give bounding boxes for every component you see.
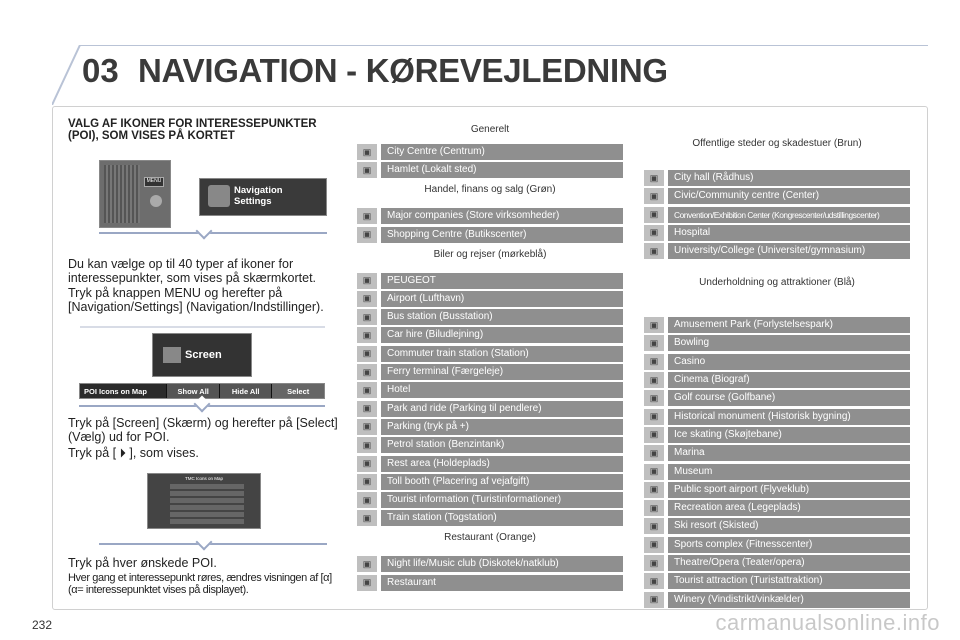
poi-label: Theatre/Opera (Teater/opera) bbox=[668, 555, 910, 571]
poi-label: Commuter train station (Station) bbox=[381, 346, 623, 362]
nav-settings-image bbox=[199, 178, 327, 216]
poi-icon: ▣ bbox=[644, 225, 664, 241]
poi-label: Museum bbox=[668, 464, 910, 480]
poi-row bbox=[644, 500, 910, 516]
poi-row bbox=[357, 437, 623, 453]
poi-row bbox=[644, 537, 910, 553]
poi-icon: ▣ bbox=[644, 592, 664, 608]
category-trade: Handel, finans og salg (Grøn) bbox=[424, 184, 556, 196]
poi-row bbox=[644, 207, 910, 223]
poi-label: Ferry terminal (Færgeleje) bbox=[381, 364, 623, 380]
radio-panel-image bbox=[99, 160, 171, 228]
poi-label: Civic/Community centre (Center) bbox=[668, 188, 910, 204]
poi-label: City hall (Rådhus) bbox=[668, 170, 910, 186]
poi-bar-image: POI Icons on Map Show All Hide All Select bbox=[79, 383, 325, 399]
poi-label: Winery (Vindistrikt/vinkælder) bbox=[668, 592, 910, 608]
poi-label: Ski resort (Skisted) bbox=[668, 518, 910, 534]
divider bbox=[99, 543, 327, 545]
chapter-number: 03 bbox=[82, 52, 119, 89]
screen-icon bbox=[163, 347, 181, 363]
menu-key-icon: MENU bbox=[144, 177, 164, 187]
settings-icon bbox=[208, 185, 230, 207]
poi-label: Golf course (Golfbane) bbox=[668, 390, 910, 406]
poi-label: Public sport airport (Flyveklub) bbox=[668, 482, 910, 498]
page-title: NAVIGATION - KØREVEJLEDNING bbox=[138, 52, 668, 89]
poi-row bbox=[357, 208, 623, 224]
poi-icon: ▣ bbox=[357, 227, 377, 243]
poi-icon: ▣ bbox=[357, 382, 377, 398]
poi-label: Bowling bbox=[668, 335, 910, 351]
poi-row bbox=[644, 354, 910, 370]
poi-label: Marina bbox=[668, 445, 910, 461]
section-title: VALG AF IKONER FOR INTERESSEPUNKTER (POI), SOM VISES PÅ KORTET bbox=[68, 118, 317, 142]
poi-icon: ▣ bbox=[357, 346, 377, 362]
poi-row bbox=[644, 170, 910, 186]
poi-row bbox=[357, 556, 623, 572]
poi-row bbox=[357, 144, 623, 160]
watermark: carmanualsonline.info bbox=[715, 610, 940, 635]
poi-icon: ▣ bbox=[644, 390, 664, 406]
category-general: Generelt bbox=[470, 124, 510, 135]
poi-column-right bbox=[644, 138, 910, 610]
instruction-3: Tryk på [Screen] (Skærm) og herefter på [Select] (Vælg) ud for POI. bbox=[68, 416, 338, 444]
poi-label: Petrol station (Benzintank) bbox=[381, 437, 623, 453]
poi-label: Hamlet (Lokalt sted) bbox=[381, 162, 623, 178]
speaker-grille bbox=[104, 165, 140, 223]
poi-row bbox=[644, 409, 910, 425]
poi-label: Toll booth (Placering af vejafgift) bbox=[381, 474, 623, 490]
poi-icon: ▣ bbox=[357, 144, 377, 160]
nav-settings-button: Navigation Settings bbox=[208, 185, 304, 207]
poi-row bbox=[357, 510, 623, 526]
poi-row bbox=[644, 335, 910, 351]
poi-label: Parking (tryk på +) bbox=[381, 419, 623, 435]
category-restaurant: Restaurant (Orange) bbox=[444, 532, 536, 544]
poi-icon: ▣ bbox=[644, 188, 664, 204]
poi-icon: ▣ bbox=[644, 427, 664, 443]
poi-icon: ▣ bbox=[357, 309, 377, 325]
poi-label: City Centre (Centrum) bbox=[381, 144, 623, 160]
poi-label: Casino bbox=[668, 354, 910, 370]
poi-label: Car hire (Biludlejning) bbox=[381, 327, 623, 343]
poi-row bbox=[357, 162, 623, 178]
instruction-1: Du kan vælge op til 40 typer af ikoner for interessepunkter, som vises på skærmkortet. bbox=[68, 257, 317, 285]
poi-row bbox=[644, 427, 910, 443]
poi-row bbox=[644, 482, 910, 498]
poi-label: Convention/Exhibition Center (Kongrescenter/udstillingscenter) bbox=[668, 207, 910, 223]
poi-icon: ▣ bbox=[357, 291, 377, 307]
poi-icon: ▣ bbox=[644, 207, 664, 223]
poi-icon: ▣ bbox=[357, 456, 377, 472]
poi-row bbox=[357, 474, 623, 490]
poi-icon: ▣ bbox=[644, 537, 664, 553]
poi-icon: ▣ bbox=[644, 464, 664, 480]
instruction-2: Tryk på knappen MENU og herefter på [Navigation/Settings] (Navigation/Indstillinger). bbox=[68, 286, 324, 314]
poi-icon: ▣ bbox=[357, 273, 377, 289]
poi-row bbox=[644, 372, 910, 388]
poi-label: Tourist attraction (Turistattraktion) bbox=[668, 573, 910, 589]
poi-icon: ▣ bbox=[357, 556, 377, 572]
poi-icon: ▣ bbox=[644, 170, 664, 186]
poi-row bbox=[357, 327, 623, 343]
category-cars: Biler og rejser (mørkeblå) bbox=[433, 248, 547, 260]
poi-icon: ▣ bbox=[644, 573, 664, 589]
poi-label: Restaurant bbox=[381, 575, 623, 591]
poi-icon: ▣ bbox=[644, 372, 664, 388]
poi-row bbox=[357, 575, 623, 591]
poi-icon: ▣ bbox=[357, 401, 377, 417]
instruction-6: Hver gang et interessepunkt røres, ændres visningen af [α] (α= interessepunktet vises på displayet). bbox=[68, 572, 332, 596]
poi-icon: ▣ bbox=[357, 437, 377, 453]
poi-row bbox=[357, 291, 623, 307]
poi-row bbox=[357, 456, 623, 472]
knob-icon bbox=[150, 195, 162, 207]
poi-icon: ▣ bbox=[357, 474, 377, 490]
poi-icon: ▣ bbox=[357, 208, 377, 224]
poi-label: Hotel bbox=[381, 382, 623, 398]
poi-column-middle bbox=[357, 124, 623, 593]
poi-row bbox=[357, 401, 623, 417]
poi-row bbox=[357, 346, 623, 362]
poi-row bbox=[644, 225, 910, 241]
poi-icon: ▣ bbox=[644, 317, 664, 333]
poi-label: Hospital bbox=[668, 225, 910, 241]
poi-label: Train station (Togstation) bbox=[381, 510, 623, 526]
poi-icon: ▣ bbox=[357, 492, 377, 508]
poi-row bbox=[644, 317, 910, 333]
poi-row bbox=[644, 518, 910, 534]
category-public: Offentlige steder og skadestuer (Brun) bbox=[692, 138, 862, 149]
screen-label: Screen bbox=[185, 349, 222, 361]
page-number: 232 bbox=[32, 618, 53, 632]
poi-label: Cinema (Biograf) bbox=[668, 372, 910, 388]
poi-label: Major companies (Store virksomheder) bbox=[381, 208, 623, 224]
poi-row bbox=[644, 464, 910, 480]
screen-button-image bbox=[152, 333, 252, 377]
divider bbox=[99, 232, 327, 234]
poi-row bbox=[644, 592, 910, 608]
instruction-5: Tryk på hver ønskede POI. bbox=[68, 556, 217, 570]
poi-row bbox=[644, 390, 910, 406]
poi-row bbox=[644, 243, 910, 259]
poi-label: PEUGEOT bbox=[381, 273, 623, 289]
poi-label: Recreation area (Legeplads) bbox=[668, 500, 910, 516]
poi-label: Amusement Park (Forlystelsespark) bbox=[668, 317, 910, 333]
poi-icon: ▣ bbox=[644, 409, 664, 425]
poi-label: Rest area (Holdeplads) bbox=[381, 456, 623, 472]
poi-row bbox=[357, 227, 623, 243]
poi-icon: ▣ bbox=[644, 354, 664, 370]
divider bbox=[80, 326, 325, 328]
instruction-4: Tryk på [ ⏵ ], som vises. bbox=[68, 446, 199, 460]
poi-icon: ▣ bbox=[644, 335, 664, 351]
poi-row bbox=[357, 364, 623, 380]
poi-row bbox=[644, 573, 910, 589]
poi-label: Historical monument (Historisk bygning) bbox=[668, 409, 910, 425]
poi-list-image: TMC Icons on Map bbox=[147, 473, 261, 529]
poi-icon: ▣ bbox=[357, 419, 377, 435]
poi-icon: ▣ bbox=[644, 555, 664, 571]
poi-label: Sports complex (Fitnesscenter) bbox=[668, 537, 910, 553]
poi-icon: ▣ bbox=[644, 518, 664, 534]
poi-label: University/College (Universitet/gymnasium) bbox=[668, 243, 910, 259]
poi-row bbox=[357, 492, 623, 508]
poi-label: Tourist information (Turistinformationer) bbox=[381, 492, 623, 508]
poi-icon: ▣ bbox=[644, 482, 664, 498]
poi-icon: ▣ bbox=[357, 575, 377, 591]
poi-icon: ▣ bbox=[644, 243, 664, 259]
poi-row bbox=[644, 445, 910, 461]
poi-label: Park and ride (Parking til pendlere) bbox=[381, 401, 623, 417]
poi-row bbox=[357, 273, 623, 289]
poi-icon: ▣ bbox=[357, 327, 377, 343]
poi-list-rows bbox=[170, 484, 244, 524]
poi-icon: ▣ bbox=[644, 445, 664, 461]
poi-row bbox=[644, 555, 910, 571]
poi-row bbox=[357, 309, 623, 325]
poi-label: Ice skating (Skøjtebane) bbox=[668, 427, 910, 443]
poi-row bbox=[357, 419, 623, 435]
poi-icon: ▣ bbox=[644, 500, 664, 516]
poi-label: Night life/Music club (Diskotek/natklub) bbox=[381, 556, 623, 572]
poi-icon: ▣ bbox=[357, 364, 377, 380]
poi-row bbox=[357, 382, 623, 398]
poi-label: Bus station (Busstation) bbox=[381, 309, 623, 325]
poi-icon: ▣ bbox=[357, 510, 377, 526]
poi-label: Shopping Centre (Butikscenter) bbox=[381, 227, 623, 243]
poi-row bbox=[644, 188, 910, 204]
poi-icon: ▣ bbox=[357, 162, 377, 178]
poi-label: Airport (Lufthavn) bbox=[381, 291, 623, 307]
category-fun: Underholdning og attraktioner (Blå) bbox=[699, 277, 855, 289]
